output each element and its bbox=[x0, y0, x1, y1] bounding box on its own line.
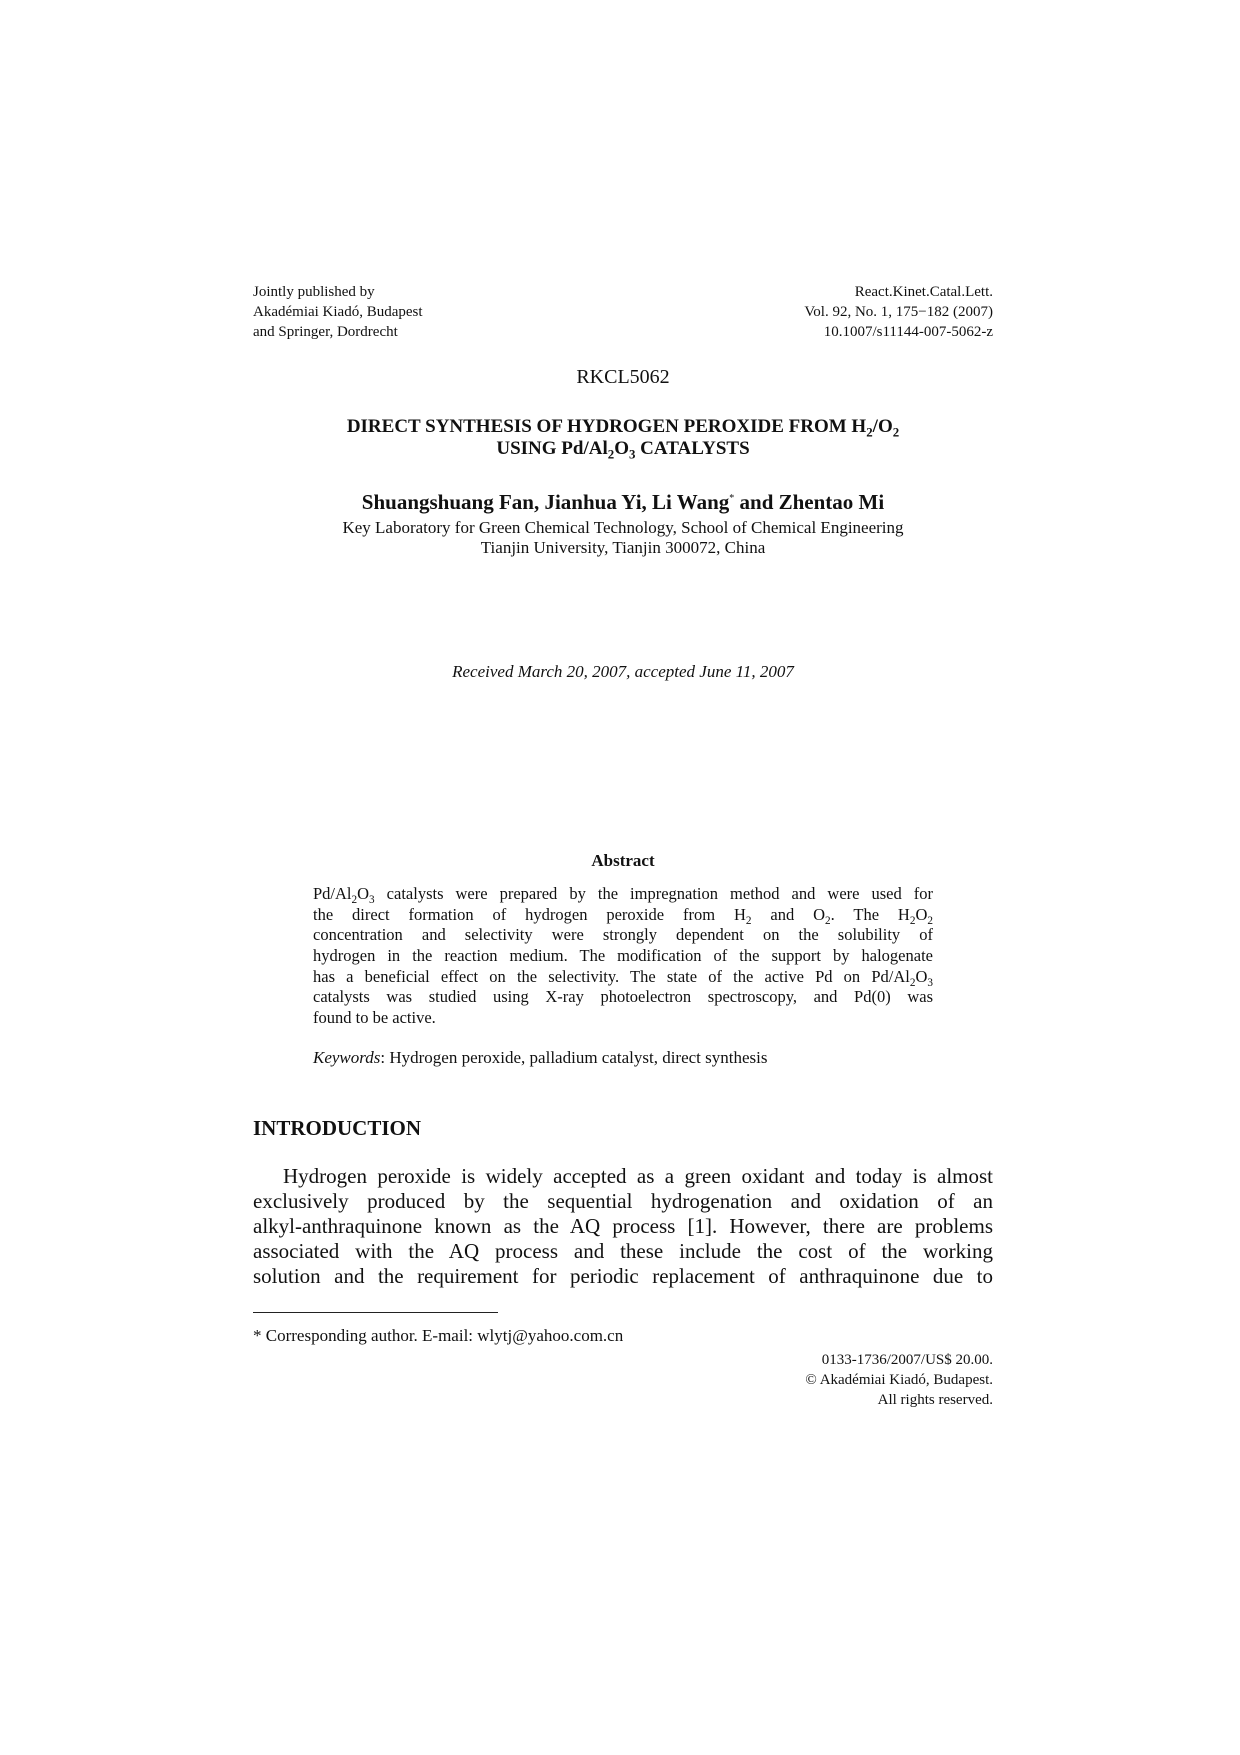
title-line-1: DIRECT SYNTHESIS OF HYDROGEN PEROXIDE FROM $H_2/O_2$ bbox=[346, 416, 900, 440]
intro-line: alkyl-anthraquinone known as the AQ process [1]. However, there are problems bbox=[253, 1214, 993, 1238]
abstract-heading: Abstract bbox=[591, 851, 655, 870]
journal-volume: Vol. 92, No. 1, 175−182 (2007) bbox=[804, 304, 993, 320]
intro-line: solution and the requirement for periodic replacement of anthraquinone due to bbox=[253, 1264, 993, 1288]
title-line-2: USING $Pd/Al_2O_3$ CATALYSTS bbox=[496, 438, 750, 462]
corresponding-footnote: * Corresponding author. E-mail: wlytj@yahoo.com.cn bbox=[253, 1326, 624, 1345]
introduction-body bbox=[253, 1164, 993, 1289]
intro-line: Hydrogen peroxide is widely accepted as a green oxidant and today is almost bbox=[283, 1164, 993, 1188]
journal-info bbox=[640, 282, 993, 342]
publisher-info bbox=[253, 282, 613, 342]
abstract-body bbox=[313, 884, 933, 1029]
keywords-label: Keywords bbox=[313, 1048, 381, 1067]
intro-line: exclusively produced by the sequential hydrogenation and oxidation of an bbox=[253, 1189, 993, 1213]
affiliation: Key Laboratory for Green Chemical Technology, School of Chemical Engineering Tianjin University, Tianjin 300072, China bbox=[342, 518, 904, 557]
journal-name: React.Kinet.Catal.Lett. bbox=[854, 284, 993, 300]
abstract-line: the direct formation of hydrogen peroxide from $H_2$ and $O_2$. The $H_2O_2$ bbox=[313, 904, 933, 926]
received-date: Received March 20, 2007, accepted June 11, 2007 bbox=[452, 662, 794, 681]
abstract-line: concentration and selectivity were strongly dependent on the solubility of bbox=[313, 925, 933, 945]
publisher-line: and Springer, Dordrecht bbox=[253, 324, 398, 340]
keywords: Keywords: Hydrogen peroxide, palladium catalyst, direct synthesis bbox=[313, 1048, 768, 1067]
abstract-line: hydrogen in the reaction medium. The modification of the support by halogenate bbox=[313, 946, 933, 966]
copyright-notice: 0133-1736/2007/US$ 20.00. © Akadémiai Kiadó, Budapest. All rights reserved. bbox=[805, 1352, 993, 1408]
abstract-line: catalysts was studied using X-ray photoelectron spectroscopy, and Pd(0) was bbox=[313, 987, 933, 1007]
doi: 10.1007/s11144-007-5062-z bbox=[823, 324, 993, 340]
publisher-line: Akadémiai Kiadó, Budapest bbox=[253, 304, 423, 320]
article-code: RKCL5062 bbox=[576, 366, 670, 388]
abstract-line: has a beneficial effect on the selectivity. The state of the active Pd on $Pd/Al_2O_3$ bbox=[313, 966, 933, 988]
paper-title bbox=[253, 416, 993, 460]
abstract-line: found to be active. bbox=[313, 1008, 436, 1028]
introduction-heading: INTRODUCTION bbox=[253, 1116, 422, 1140]
author-list: Shuangshuang Fan, Jianhua Yi, Li Wang* and Zhentao Mi bbox=[361, 490, 885, 514]
intro-line: associated with the AQ process and these include the cost of the working bbox=[253, 1239, 993, 1263]
abstract-line: $Pd/Al_2O_3$ catalysts were prepared by the impregnation method and were used for bbox=[313, 884, 933, 905]
footnote-divider bbox=[253, 1312, 498, 1313]
corresponding-mark: * bbox=[729, 493, 735, 504]
publisher-line: Jointly published by bbox=[253, 284, 375, 300]
